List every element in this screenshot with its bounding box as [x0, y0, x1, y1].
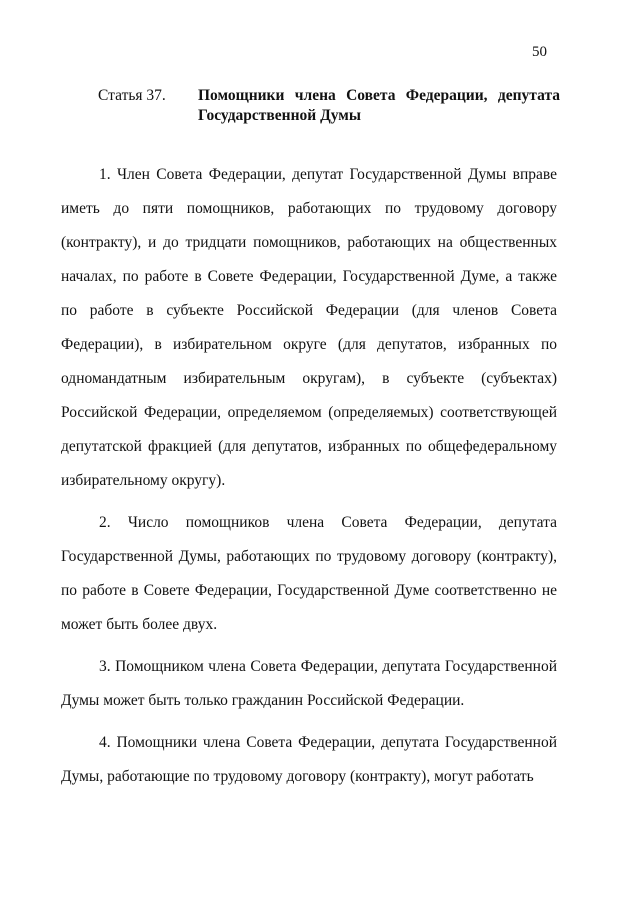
- article-heading: [98, 86, 560, 126]
- article-body: [61, 158, 557, 802]
- paragraph-2: 2. Число помощников члена Совета Федерации, депутата Государственной Думы, работающих по трудовому договору (контракту), по работе в Совете Федерации, Государственной Думе соответственно не может быть более двух.: [61, 514, 557, 633]
- paragraph-3: 3. Помощником члена Совета Федерации, депутата Государственной Думы может быть только гражданин Российской Федерации.: [61, 658, 557, 709]
- article-title: Помощники члена Совета Федерации, депутата Государственной Думы: [198, 87, 560, 124]
- paragraph-4: 4. Помощники члена Совета Федерации, депутата Государственной Думы, работающие по трудовому договору (контракту), могут работать: [61, 734, 557, 785]
- paragraph-1: 1. Член Совета Федерации, депутат Государственной Думы вправе иметь до пяти помощников, работающих по трудовому договору (контракту), и до тридцати помощников, работающих на общественных началах, по работе в Совете Федерации, Государственной Думе, а также по работе в субъекте Российской Федерации (для членов Совета Федерации), в избирательном округе (для депутатов, избранных по одномандатным избирательным округам), в субъекте (субъектах) Российской Федерации, определяемом (определяемых) соответствующей депутатской фракцией (для депутатов, избранных по общефедеральному избирательному округу).: [61, 166, 557, 489]
- article-label: Статья 37.: [98, 87, 166, 104]
- page-number: 50: [532, 44, 547, 60]
